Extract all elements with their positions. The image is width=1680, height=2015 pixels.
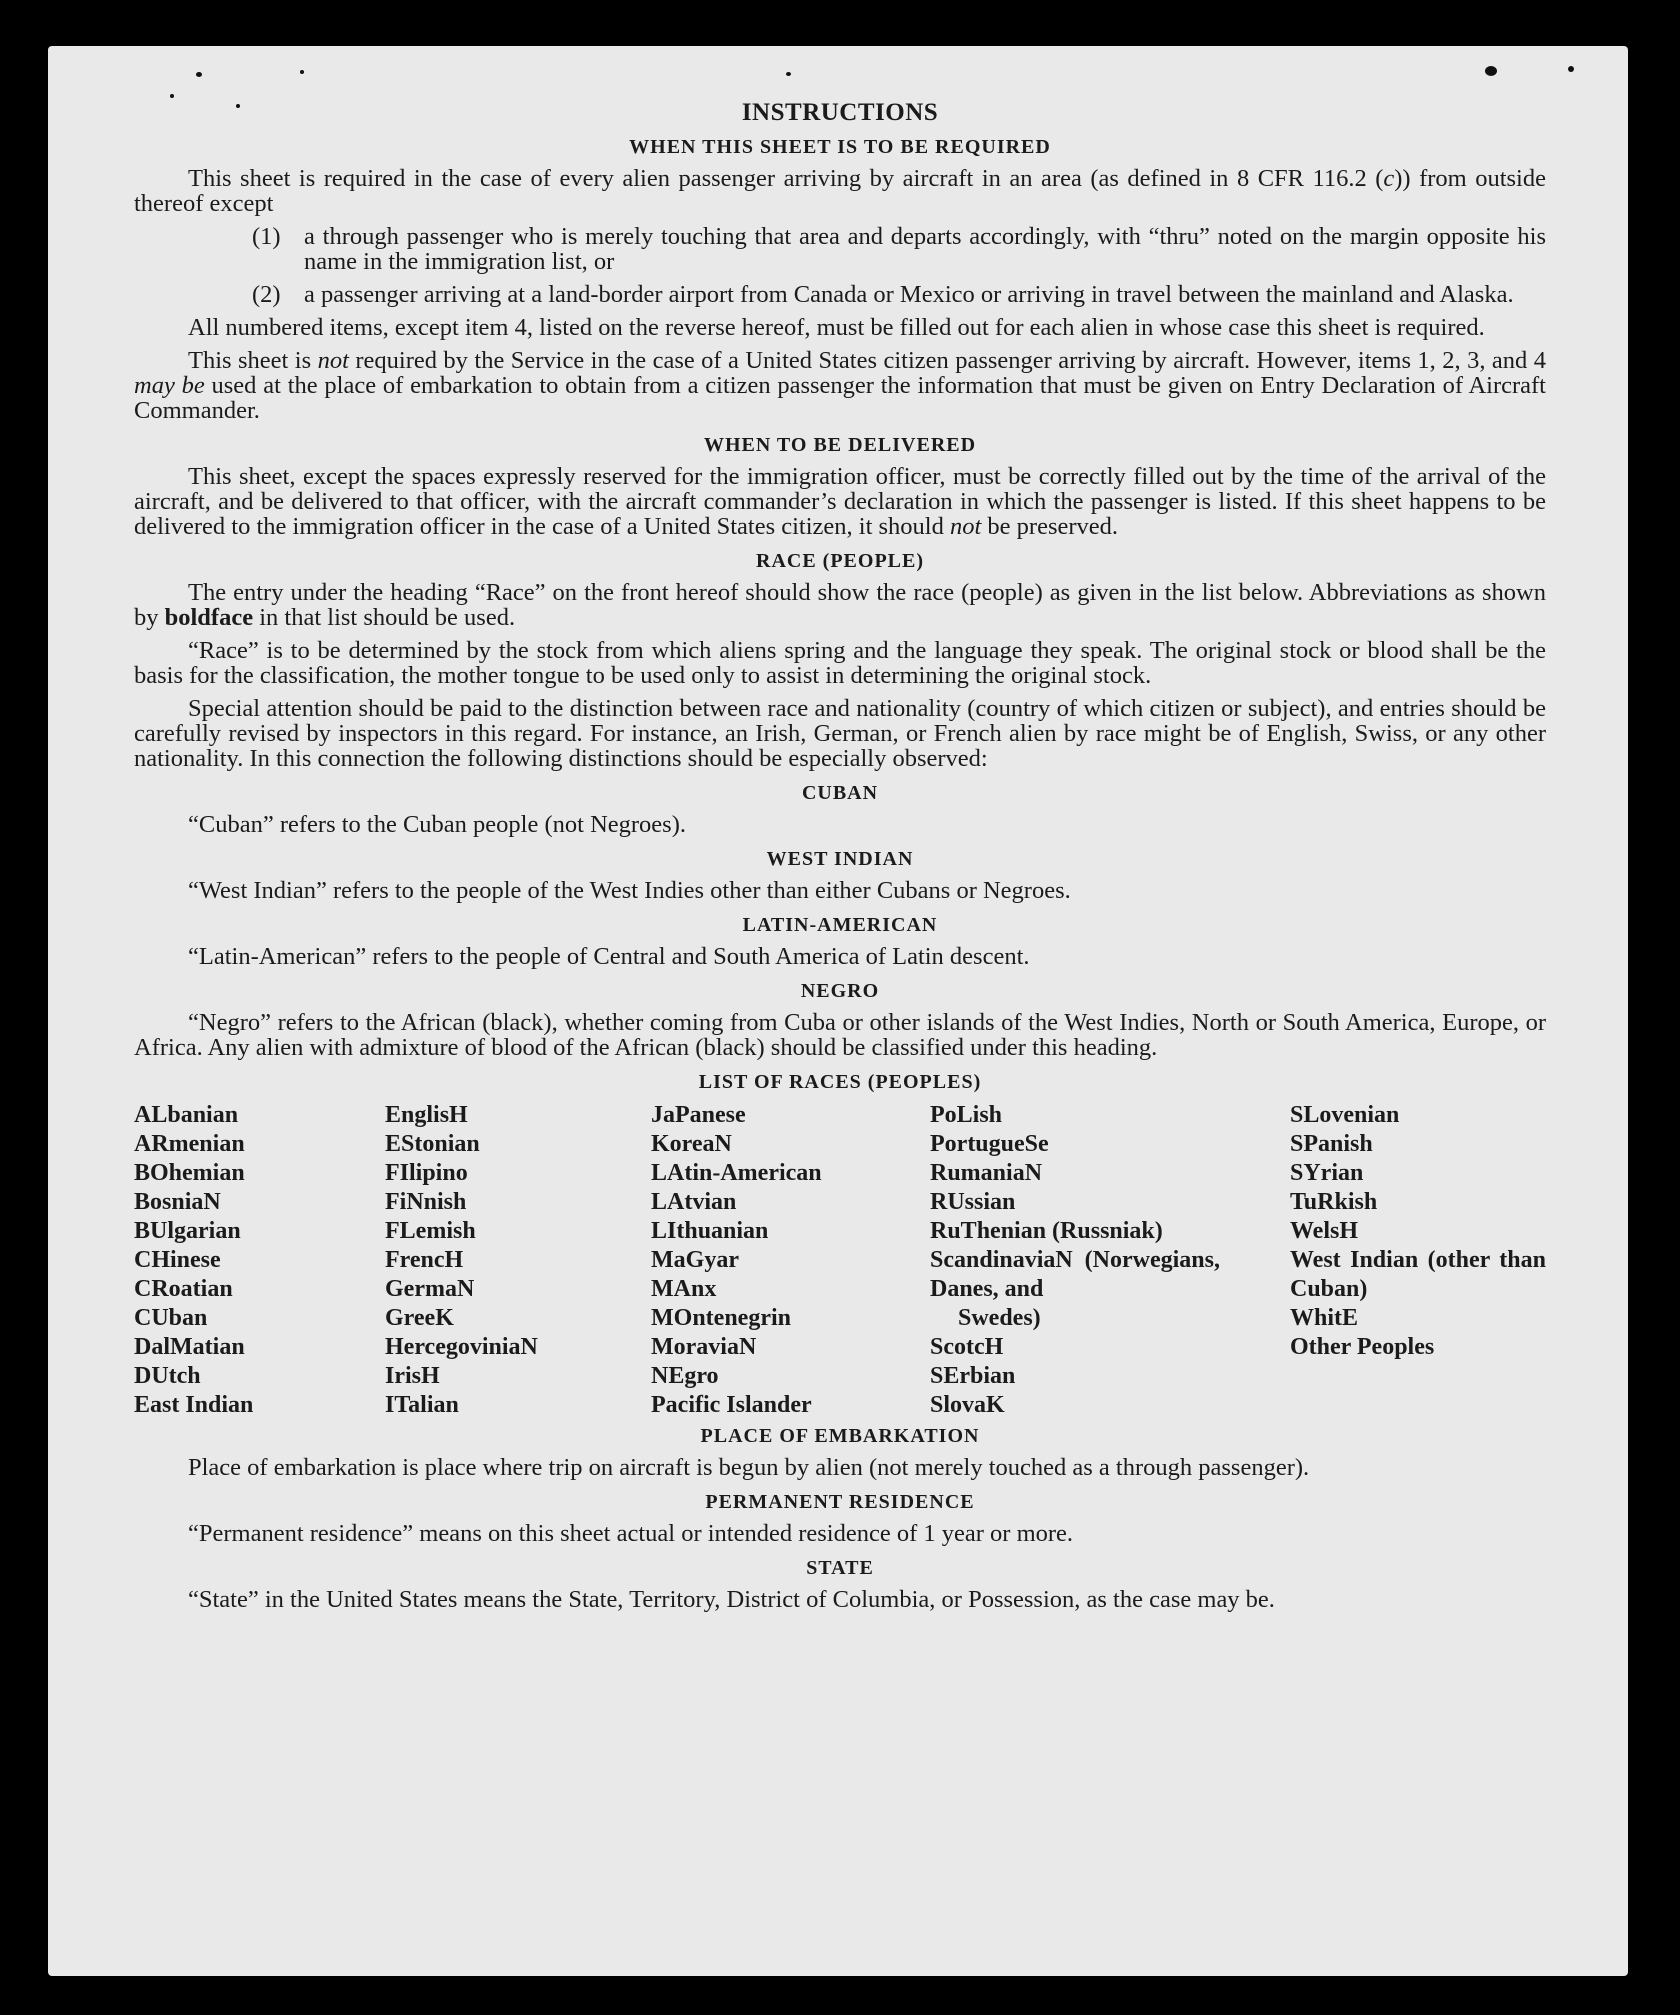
residence-text: “Permanent residence” means on this sheet actual or intended residence of 1 year or more. — [188, 1520, 1074, 1547]
instructions-content — [134, 100, 1546, 1620]
section-heading-latin-american: LATIN-AMERICAN — [742, 914, 938, 936]
race-entry: WelsH — [1290, 1218, 1359, 1244]
exception-item-1 — [252, 224, 1546, 274]
numbered-items-note: All numbered items, except item 4, listed on the reverse hereof, must be filled out for each alien in whose case this sheet is required. — [188, 314, 1485, 341]
race-entry: PoLish — [930, 1102, 1003, 1128]
section-heading-state: STATE — [806, 1557, 874, 1579]
races-list — [134, 1101, 1546, 1420]
race-entry: East Indian — [134, 1392, 254, 1418]
west-indian-text: “West Indian” refers to the people of the West Indies other than either Cubans or Negroes. — [188, 877, 1071, 904]
race-entry: SlovaK — [930, 1392, 1005, 1418]
section-heading-race: RACE (PEOPLE) — [756, 550, 924, 572]
ink-speck — [786, 72, 791, 76]
race-entry: WhitE — [1290, 1305, 1359, 1331]
race-paragraph-2: “Race” is to be determined by the stock from which aliens spring and the language they speak. The original stock or blood shall be the basis for the classification, the mother tongue to be used only to assist in determining the original stock. — [134, 637, 1546, 689]
ink-speck — [196, 72, 202, 77]
required-intro: This sheet is required in the case of every alien passenger arriving by aircraft in an area (as defined in 8 CFR 116.2 (c)) from outside thereof except — [134, 165, 1546, 217]
latin-american-text: “Latin-American” refers to the people of Central and South America of Latin descent. — [188, 943, 1030, 970]
negro-text: “Negro” refers to the African (black), whether coming from Cuba or other islands of the West Indies, North or South America, Europe, or Africa. Any alien with admixture of blood of the African (black) should be classified under this heading. — [134, 1009, 1546, 1061]
race-entry: BOhemian — [134, 1160, 245, 1186]
document-sheet — [48, 46, 1628, 1976]
race-entry: SLovenian — [1290, 1102, 1400, 1128]
item-number: (2) — [252, 281, 281, 308]
race-paragraph-3: Special attention should be paid to the distinction between race and nationality (country of which citizen or subject), and entries should be carefully revised by inspectors in this regard. For instance, an Irish, German, or French alien by race might be of English, Swiss, or any other nationality. In this connection the following distinctions should be especially observed: — [134, 695, 1546, 772]
section-heading-required: WHEN THIS SHEET IS TO BE REQUIRED — [629, 136, 1051, 158]
races-column-4 — [930, 1101, 1230, 1420]
race-entry: EStonian — [385, 1131, 480, 1157]
cuban-text: “Cuban” refers to the Cuban people (not Negroes). — [188, 811, 686, 838]
item-number: (1) — [252, 223, 281, 250]
ink-speck — [170, 94, 174, 98]
race-entry: JaPanese — [651, 1102, 746, 1128]
embarkation-text: Place of embarkation is place where trip on aircraft is begun by alien (not merely touched as a through passenger). — [188, 1454, 1310, 1481]
race-entry: Pacific Islander — [651, 1392, 812, 1418]
section-heading-cuban: CUBAN — [801, 782, 879, 804]
race-entry: ITalian — [385, 1392, 459, 1418]
exception-item-2 — [252, 282, 1546, 307]
race-entry: CRoatian — [134, 1276, 233, 1302]
race-entry: ALbanian — [134, 1102, 239, 1128]
race-entry: SYrian — [1290, 1160, 1364, 1186]
races-column-1 — [134, 1101, 385, 1420]
race-entry: LIthuanian — [651, 1218, 769, 1244]
delivered-text: This sheet, except the spaces expressly reserved for the immigration officer, must be correctly filled out by the time of the arrival of the aircraft, and be delivered to that officer, with the aircraft commander’s declaration in which the passenger is listed. If this sheet happens to be delivered to the immigration officer in the case of a United States citizen, it should not be preserved. — [134, 463, 1546, 540]
race-entry-scandinavian-end: Swedes) — [958, 1305, 1041, 1331]
state-text: “State” in the United States means the State, Territory, District of Columbia, or Possession, as the case may be. — [188, 1586, 1275, 1613]
item-text: a passenger arriving at a land-border airport from Canada or Mexico or arriving in travel between the mainland and Alaska. — [304, 281, 1514, 308]
section-heading-embarkation: PLACE OF EMBARKATION — [700, 1425, 980, 1447]
race-entry: BUlgarian — [134, 1218, 241, 1244]
citizen-note: This sheet is not required by the Service in the case of a United States citizen passenger arriving by aircraft. However, items 1, 2, 3, and 4 may be used at the place of embarkation to obtain from a citizen passenger the information that must be given on Entry Declaration of Aircraft Commander. — [134, 347, 1546, 424]
race-entry: KoreaN — [651, 1131, 732, 1157]
race-entry: HercegoviniaN — [385, 1334, 538, 1360]
races-column-3 — [651, 1101, 930, 1420]
race-entry: RumaniaN — [930, 1160, 1043, 1186]
race-entry: RuThenian (Russniak) — [930, 1218, 1163, 1244]
race-entry: ScotcH — [930, 1334, 1004, 1360]
item-text: a through passenger who is merely touching that area and departs accordingly, with “thru” noted on the margin opposite his name in the immigration list, or — [304, 223, 1546, 275]
race-paragraph-1: The entry under the heading “Race” on the front hereof should show the race (people) as given in the list below. Abbreviations as shown by boldface in that list should be used. — [134, 579, 1546, 631]
races-column-5 — [1290, 1101, 1546, 1420]
race-entry: IrisH — [385, 1363, 440, 1389]
race-entry: FLemish — [385, 1218, 476, 1244]
race-entry: Other Peoples — [1290, 1334, 1435, 1360]
race-entry-west-indian: West Indian (other than Cuban) — [1290, 1247, 1546, 1302]
race-entry: PortugueSe — [930, 1131, 1049, 1157]
race-entry: LAtin-American — [651, 1160, 822, 1186]
race-entry: SPanish — [1290, 1131, 1373, 1157]
section-heading-west-indian: WEST INDIAN — [766, 848, 914, 870]
race-entry: GermaN — [385, 1276, 475, 1302]
race-entry: EnglisH — [385, 1102, 468, 1128]
section-heading-delivered: WHEN TO BE DELIVERED — [703, 434, 977, 456]
races-column-2 — [385, 1101, 651, 1420]
race-entry: CHinese — [134, 1247, 221, 1273]
section-heading-residence: PERMANENT RESIDENCE — [705, 1491, 975, 1513]
race-entry: MOntenegrin — [651, 1305, 791, 1331]
race-entry: CUban — [134, 1305, 208, 1331]
race-entry: GreeK — [385, 1305, 454, 1331]
race-entry: TuRkish — [1290, 1189, 1378, 1215]
race-entry-scandinavian: ScandinaviaN (Norwegians, Danes, and — [930, 1247, 1220, 1302]
section-heading-list-of-races: LIST OF RACES (PEOPLES) — [698, 1071, 982, 1093]
race-entry: RUssian — [930, 1189, 1016, 1215]
race-entry: DUtch — [134, 1363, 201, 1389]
ink-speck — [1485, 66, 1497, 76]
race-entry: DalMatian — [134, 1334, 245, 1360]
race-entry: NEgro — [651, 1363, 719, 1389]
race-entry: FrencH — [385, 1247, 464, 1273]
ink-speck — [1568, 66, 1574, 72]
race-entry: FiNnish — [385, 1189, 467, 1215]
race-entry: LAtvian — [651, 1189, 737, 1215]
race-entry: ARmenian — [134, 1131, 245, 1157]
race-entry: MAnx — [651, 1276, 717, 1302]
ink-speck — [300, 70, 304, 74]
race-entry: BosniaN — [134, 1189, 221, 1215]
page-title: INSTRUCTIONS — [741, 99, 939, 126]
race-entry: MoraviaN — [651, 1334, 757, 1360]
race-entry: FIlipino — [385, 1160, 468, 1186]
race-entry: SErbian — [930, 1363, 1016, 1389]
section-heading-negro: NEGRO — [800, 980, 880, 1002]
race-entry: MaGyar — [651, 1247, 739, 1273]
